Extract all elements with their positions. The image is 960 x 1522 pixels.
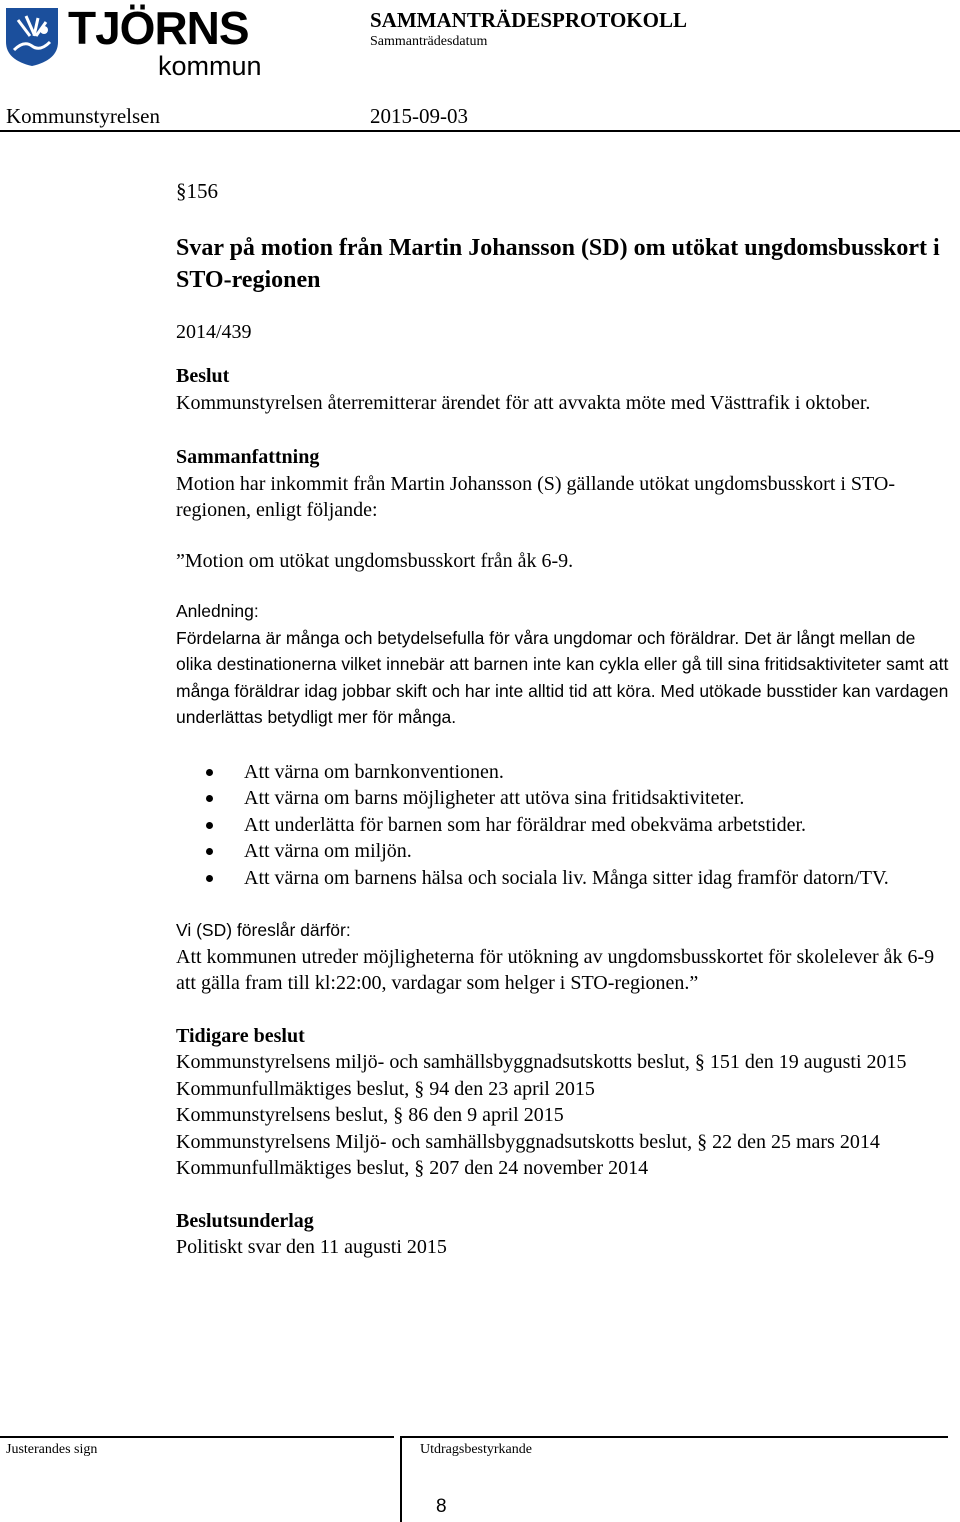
list-item: Att värna om barnkonventionen. bbox=[176, 759, 950, 786]
signature-label: Justerandes sign bbox=[6, 1442, 98, 1457]
document-body bbox=[176, 178, 950, 1261]
motion-title: ”Motion om utökat ungdomsbusskort från åk 6-9. bbox=[176, 549, 574, 572]
bullet-icon bbox=[206, 848, 213, 855]
reason-text: Fördelarna är många och betydelsefulla för våra ungdomar och föräldrar. Det är långt mellan de olika destinationerna vilket innebär att barnen inte kan cykla eller gå till sina fritidsaktiviteter samt att många föräldrar idag jobbar skift och har inte alltid tid att köra. Med utökade busstider kan vardagen underlättas betydligt mer för många. bbox=[176, 627, 949, 727]
committee-name: Kommunstyrelsen bbox=[6, 104, 160, 128]
logo-subtitle: kommun bbox=[158, 51, 262, 81]
proposal-label: Vi (SD) föreslår därför: bbox=[176, 920, 351, 940]
decision-basis-heading: Beslutsunderlag bbox=[176, 1209, 314, 1232]
bullet-icon bbox=[206, 875, 213, 882]
meeting-date-label: Sammanträdesdatum bbox=[370, 34, 488, 49]
summary-heading: Sammanfattning bbox=[176, 446, 320, 468]
page-number: 8 bbox=[436, 1496, 447, 1517]
certification-label: Utdragsbestyrkande bbox=[420, 1442, 532, 1457]
document-type: SAMMANTRÄDESPROTOKOLL bbox=[370, 8, 687, 32]
list-item: Att underlätta för barnen som har föräldrar med obekväma arbetstider. bbox=[176, 812, 950, 839]
list-item: Att värna om miljön. bbox=[176, 838, 950, 865]
list-item: Att värna om barnens hälsa och sociala liv. Många sitter idag framför datorn/TV. bbox=[176, 865, 950, 892]
footer-divider-right bbox=[402, 1436, 948, 1438]
footer-vertical-divider bbox=[400, 1436, 402, 1522]
previous-decision: Kommunfullmäktiges beslut, § 94 den 23 april 2015 bbox=[176, 1077, 595, 1100]
case-number: 2014/439 bbox=[176, 320, 252, 343]
reason-label: Anledning: bbox=[176, 601, 259, 621]
proposal-text: Att kommunen utreder möjligheterna för utökning av ungdomsbusskortet för skolelever åk 6-9 att gälla fram till kl:22:00, vardagar som helger i STO-regionen.” bbox=[176, 945, 935, 994]
list-item: Att värna om barns möjligheter att utöva sina fritidsaktiviteter. bbox=[176, 785, 950, 812]
previous-decision: Kommunstyrelsens Miljö- och samhällsbyggnadsutskotts beslut, § 22 den 25 mars 2014 bbox=[176, 1130, 880, 1153]
item-number: §156 bbox=[176, 179, 218, 203]
meeting-date: 2015-09-03 bbox=[370, 104, 468, 128]
previous-decision: Kommunfullmäktiges beslut, § 207 den 24 november 2014 bbox=[176, 1157, 649, 1179]
decision-text: Kommunstyrelsen återremitterar ärendet för att avvakta möte med Västtrafik i oktober. bbox=[176, 391, 871, 414]
bullet-icon bbox=[206, 769, 213, 776]
logo-name: TJÖRNS bbox=[68, 2, 249, 54]
decision-basis-text: Politiskt svar den 11 augusti 2015 bbox=[176, 1236, 447, 1258]
summary-text: Motion har inkommit från Martin Johansson (S) gällande utökat ungdomsbusskort i STO-regionen, enligt följande: bbox=[176, 472, 896, 521]
decision-heading: Beslut bbox=[176, 365, 230, 387]
previous-decision: Kommunstyrelsens beslut, § 86 den 9 april 2015 bbox=[176, 1104, 564, 1126]
item-title: Svar på motion från Martin Johansson (SD) om utökat ungdomsbusskort i STO-regionen bbox=[176, 234, 940, 293]
bullet-icon bbox=[206, 822, 213, 829]
municipality-crest-icon bbox=[4, 6, 60, 68]
header-divider bbox=[0, 130, 960, 132]
previous-decisions-heading: Tidigare beslut bbox=[176, 1024, 305, 1047]
footer-divider-left bbox=[0, 1436, 394, 1438]
bullet-icon bbox=[206, 795, 213, 802]
previous-decision: Kommunstyrelsens miljö- och samhällsbyggnadsutskotts beslut, § 151 den 19 augusti 2015 bbox=[176, 1051, 907, 1073]
motion-bullet-list bbox=[176, 759, 950, 892]
